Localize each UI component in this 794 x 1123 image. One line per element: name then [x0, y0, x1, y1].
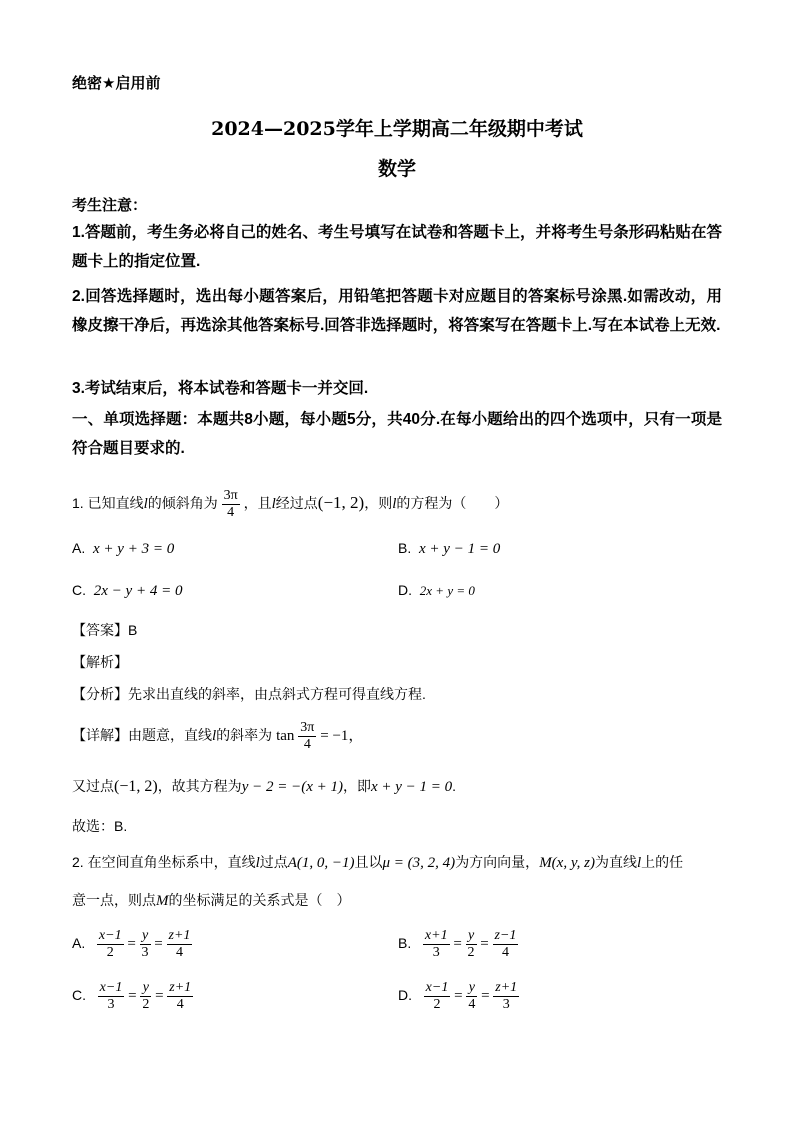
q2-a-frac1 [97, 928, 124, 961]
q2-a-d3: 4 [175, 945, 183, 960]
q1-detail [72, 720, 363, 753]
q2-option-a: A. $\frac{x-1}{2}$ = $\frac{y}{3}$ = $\frac{z+1}{4}$ [72, 928, 191, 960]
q2-line2: 意一点，则点 [72, 892, 156, 908]
q2-m: M [156, 893, 169, 909]
q1-option-c-label: C. [72, 582, 86, 598]
q2-c-d2: 2 [142, 997, 150, 1012]
q1-option-d-text: 2x + y = 0 [419, 583, 475, 598]
q2-point-m: M(x, y, z) [539, 855, 595, 871]
q2-stem-c: 且以 [354, 854, 383, 870]
q2-b-frac1 [423, 928, 450, 961]
q2-a-frac3 [167, 928, 193, 961]
q2-d-d3: 3 [502, 997, 510, 1012]
q2-b-n2: y [466, 928, 477, 945]
q1-detail-fraction [298, 720, 316, 753]
q2-d-frac2 [466, 980, 477, 1013]
q1-analysis-tag: 【解析】 [72, 654, 128, 670]
q1-line2-point: (−1, 2) [114, 778, 158, 795]
q1-stem-prefix: 1. 已知直线 [72, 495, 144, 512]
q2-option-c: C. $\frac{x-1}{3}$ = $\frac{y}{2}$ = $\frac{z+1}{4}$ [72, 980, 192, 1012]
q2-stem-b: 过点 [259, 854, 288, 870]
q2-option-b: B. $\frac{x+1}{3}$ = $\frac{y}{2}$ = $\frac{z-1}{4}$ [398, 928, 517, 960]
q1-detail-num: 3π [300, 720, 315, 735]
q1-option-b-label: B. [398, 540, 412, 556]
q2-a-d1: 2 [106, 945, 114, 960]
q2-b-n3: z−1 [494, 928, 517, 943]
q2-c-n2: y [140, 980, 151, 997]
q2-b-n1: x+1 [424, 928, 448, 943]
q1-angle-fraction [222, 488, 240, 521]
q1-option-a-text: x + y + 3 = 0 [93, 541, 175, 557]
q2-l-2: l [637, 855, 642, 871]
q2-c-n3: z+1 [169, 980, 192, 995]
q1-option-d [398, 582, 475, 599]
q2-b-d3: 4 [501, 945, 509, 960]
confidential-mark: 绝密★启用前 [72, 75, 161, 92]
notice-item-3: 3.考试结束后，将本试卷和答题卡一并交回. [72, 380, 369, 397]
q1-line2 [72, 776, 456, 796]
subject-title: 数学 [377, 158, 416, 180]
q2-b-d1: 3 [432, 945, 440, 960]
q2-option-b-label: B. [398, 935, 412, 952]
q2-a-n2: y [140, 928, 151, 945]
q2-a-n3: z+1 [168, 928, 191, 943]
question-2-stem-line2 [72, 890, 351, 910]
q1-stem-mid2: ，且 [243, 495, 272, 512]
q2-a-n1: x−1 [98, 928, 122, 943]
q1-option-d-label: D. [398, 582, 412, 598]
q2-stem-a: 2. 在空间直角坐标系中，直线 [72, 854, 256, 870]
q2-a-frac2 [140, 928, 151, 961]
q2-option-d: D. $\frac{x-1}{2}$ = $\frac{y}{4}$ = $\frac{z+1}{3}$ [398, 980, 518, 1012]
q2-c-frac3 [167, 980, 193, 1013]
q2-d-n1: x−1 [425, 980, 449, 995]
q1-detail-den: 4 [303, 737, 311, 752]
q1-stem-mid4: ，则 [364, 495, 393, 512]
q2-d-d2: 4 [468, 997, 476, 1012]
q2-c-frac1 [98, 980, 125, 1013]
q1-line2-eq2: x + y − 1 = 0 [370, 779, 453, 795]
q1-fenxi: 【分析】先求出直线的斜率，由点斜式方程可得直线方程. [72, 686, 426, 702]
q1-line-symbol-2: l [271, 496, 276, 513]
q1-option-a [72, 540, 174, 558]
q1-line2-eq1: y − 2 = −(x + 1) [241, 779, 343, 795]
q1-line-symbol-3: l [392, 496, 397, 513]
exam-title: 2024—2025学年上学期高二年级期中考试 [211, 118, 583, 140]
q1-option-c [72, 582, 182, 600]
q2-vector: μ = (3, 2, 4) [382, 855, 456, 871]
q1-stem-mid3: 经过点 [275, 495, 318, 512]
q1-option-b-text: x + y − 1 = 0 [419, 541, 501, 557]
q2-l: l [255, 855, 260, 871]
q2-a-d2: 3 [141, 945, 149, 960]
q1-option-a-label: A. [72, 540, 86, 556]
q1-detail-l: l [212, 728, 217, 745]
q2-option-d-label: D. [398, 987, 412, 1004]
q2-option-c-label: C. [72, 987, 86, 1004]
q2-d-frac3 [493, 980, 519, 1013]
q2-c-d3: 4 [176, 997, 184, 1012]
q1-option-c-text: 2x − y + 4 = 0 [93, 583, 183, 599]
q2-b-frac3 [493, 928, 519, 961]
q1-line2-mid2: ，即 [342, 778, 371, 794]
q1-line2-end: . [452, 778, 457, 794]
question-2-stem [72, 852, 732, 872]
q1-line2-mid: ，故其方程为 [157, 778, 242, 794]
q1-line2-prefix: 又过点 [72, 778, 114, 794]
q1-angle-den: 4 [227, 505, 235, 520]
q2-stem-f: 上的任 [641, 854, 684, 870]
q1-point: (−1, 2) [317, 493, 365, 513]
q1-stem-end: 的方程为（ ） [396, 495, 509, 512]
q2-option-a-label: A. [72, 935, 86, 952]
q1-answer: 【答案】B [72, 622, 138, 638]
question-1-stem [72, 488, 508, 521]
q1-detail-tan: tan [276, 728, 295, 745]
q2-d-n2: y [466, 980, 477, 997]
q1-angle-num: 3π [223, 488, 238, 503]
q2-stem-d: 为方向向量， [455, 854, 540, 870]
q1-stem-mid1: 的倾斜角为 [147, 495, 218, 512]
q1-option-b [398, 540, 500, 558]
notice-item-2: 2.回答选择题时，选出每小题答案后，用铅笔把答题卡对应题目的答案标号涂黑.如需改动，用橡皮擦干净后，再选涂其他答案标号.回答非选择题时，将答案写在答题卡上.写在本试卷上无效. [72, 288, 722, 334]
q2-c-frac2 [140, 980, 151, 1013]
q2-c-d1: 3 [107, 997, 115, 1012]
notice-item-1: 1.答题前，考生务必将自己的姓名、考生号填写在试卷和答题卡上，并将考生号条形码粘贴在答题卡上的指定位置. [72, 224, 722, 270]
q2-c-n1: x−1 [99, 980, 123, 995]
q1-detail-mid: 的斜率为 [216, 727, 273, 744]
q2-d-frac1 [424, 980, 451, 1013]
q2-stem-e: 为直线 [595, 854, 637, 870]
q1-detail-end: = −1， [320, 728, 364, 745]
q2-d-d1: 2 [433, 997, 441, 1012]
notice-heading: 考生注意： [72, 197, 148, 214]
q2-b-d2: 2 [467, 945, 475, 960]
q1-line-symbol: l [143, 496, 148, 513]
q2-b-frac2 [466, 928, 477, 961]
q1-detail-prefix: 【详解】由题意，直线 [72, 727, 212, 744]
q2-line2-end: 的坐标满足的关系式是（ ） [168, 892, 351, 908]
q2-d-n3: z+1 [495, 980, 518, 995]
q2-point-a: A(1, 0, −1) [287, 855, 355, 871]
section-heading: 一、单项选择题：本题共8小题，每小题5分，共40分.在每小题给出的四个选项中，只有一项是符合题目要求的. [72, 411, 722, 457]
q1-choose: 故选：B. [72, 818, 128, 834]
